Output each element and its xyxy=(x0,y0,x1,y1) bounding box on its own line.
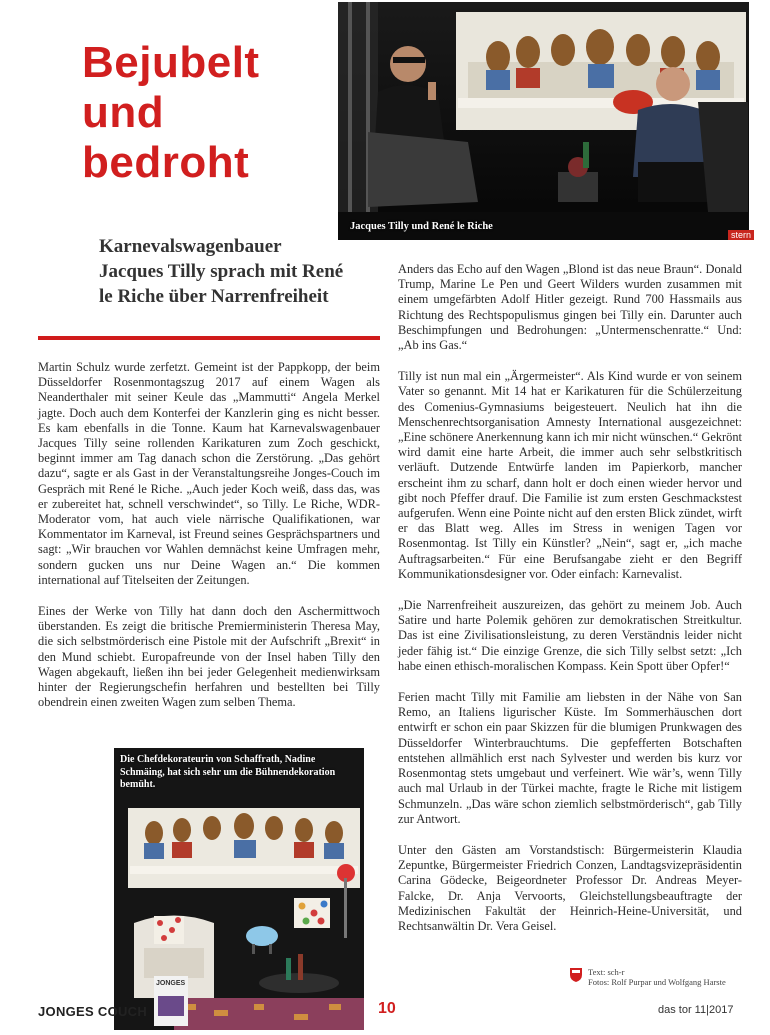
red-divider xyxy=(38,336,380,340)
article-subheadline: Karnevalswagenbauer Jacques Tilly sprach mit René le Riche über Narrenfreiheit xyxy=(99,236,344,307)
credit-photos: Fotos: Rolf Purpar und Wolfgang Harste xyxy=(588,977,726,987)
city-emblem-icon xyxy=(570,968,582,982)
article-credits xyxy=(588,967,748,987)
photo-caption-top: Jacques Tilly und René le Riche xyxy=(350,221,493,232)
right-text-column xyxy=(398,262,742,950)
paragraph: Martin Schulz wurde zerfetzt. Gemeint ist der Pappkopp, der beim Düsseldorfer Rosenmontagszug 2017 auf einem Wagen als Neanderthaler mit seiner Keule das „Mammutti“ Angela Merkel jagte. Doch auch dem Konterfei der Kanzlerin ging es nicht besser. Es kam ebenfalls in die Tonne. Kaum hat Karnevalswagenbauer Jacques Tilly seine rollenden Karikaturen zum Zoch geschickt, beginnt immer am Tag danach schon die Zerstörung. „Das gehört dazu“, sagte er als Gast in der Veranstaltungsreihe Jonges-Couch im Gespräch mit René le Riche. „Auch jeder Koch weiß, dass das, was er zubereitet hat, schnell verschwindet“, so Tilly. Le Riche, WDR-Moderator vom, hat auch viele närrische Qualifikationen, war Kommentator im Karneval, ist Freund seines Gesprächspartners und sagt: „Wir brauchen vor Wahlen demnächst keine Umfragen mehr, sondern gucken uns nur Deine Wagen an.“ Die kommen international auf Titelseiten der Zeitungen. xyxy=(38,360,380,587)
paragraph: Anders das Echo auf den Wagen „Blond ist das neue Braun“. Donald Trump, Marine Le Pen und Geert Wilders wurden zusammen mit einem umgefärbten Adolf Hitler gezeigt. Rund 700 Hassmails aus Richtung des Rechtspopulismus gingen bei Tilly ein. Darunter auch Beschimpfungen und Bedrohungen: „Untermenschenratte.“ Und: „Ab ins Gas.“ xyxy=(398,262,742,353)
photo-caption-bottom: Die Chefdekorateurin von Schaffrath, Nadine Schmäing, hat sich sehr um die Bühnendekoration bemüht. xyxy=(120,754,336,790)
paragraph: Eines der Werke von Tilly hat dann doch den Aschermittwoch überstanden. Es zeigt die britische Premierministerin Theresa May, die sich selbstmörderisch eine Pistole mit der Aufschrift „Brexit“ in den Mund schiebt. Europafreunde von der Insel haben Tilly den Wagen abgekauft, ließen ihn bei jeder Gelegenheit medienwirksam hinter der Regierungschefin herfahren und bestellten bei Tilly obendrein einen zweiten Wagen zum selben Thema. xyxy=(38,604,380,710)
page-number: 10 xyxy=(378,1000,396,1017)
footer-issue: das tor 11|2017 xyxy=(658,1004,734,1016)
left-text-column xyxy=(38,360,380,726)
credit-text: Text: sch-r xyxy=(588,967,625,977)
paragraph: Ferien macht Tilly mit Familie am liebsten in der Nähe von San Remo, an Italiens ligurischer Küste. Im Sommerhäuschen dort entwirft er schon ein paar Skizzen für die blumigen Prunkwagen des Düsseldorfer Winterbrauchtums. Die gepfefferten Botschaften entstehen allmählich erst nach Sylvester und werden bis kurz vor Rosenmontag stets umgebaut und verfeinert. Wie wär’s, wenn Tilly auch mal Urlaub in der Türkei machte, fragte le Riche mit listigem Schmunzeln. „Das wäre schon ziemlich selbstmörderisch“, gab Tilly zur Antwort. xyxy=(398,690,742,826)
paragraph: Unter den Gästen am Vorstandstisch: Bürgermeisterin Klaudia Zepuntke, Bürgermeister Friedrich Conzen, Landtagsvizepräsidentin Carina Gödecke, Beigeordneter Professor Dr. Andreas Meyer-Falcke, Dr. Anja Vervoorts, Gleichstellungsbeauftragte der Medizinischen Fakultät der Heinrich-Heine-Universität, und Rechtsanwältin Dr. Vera Geisel. xyxy=(398,842,742,933)
article-headline xyxy=(82,38,342,188)
headline-line: und xyxy=(82,88,165,137)
stern-sign: stern xyxy=(728,230,754,240)
photo-stage-decoration xyxy=(114,748,364,1030)
stage-photo-illustration xyxy=(338,2,749,240)
headline-line: Bejubelt xyxy=(82,38,260,87)
paragraph: „Die Narrenfreiheit auszureizen, das gehört zu meinem Job. Auch Satire und harte Polemik gehören zur demokratischen Streitkultur. Das ist eine Zivilisationsleistung, zu deren Verständnis leider nicht jeder fähig ist.“ Die einzige Grenze, die sich Tilly selbst setzt: „Ich habe einen ethisch-moralischen Kompass. Kein Spott über Opfer!“ xyxy=(398,598,742,673)
footer-section-title: JONGES COUCH xyxy=(38,1004,148,1019)
jonges-sign: JONGES xyxy=(156,980,186,987)
paragraph: Tilly ist nun mal ein „Ärgermeister“. Als Kind wurde er von seinem Vater so genannt. Mit 14 hat er Karikaturen für die Schülerzeitung des Comenius-Gymnasiums beigesteuert. Neulich hat ihn die Menschenrechtsorganisation Amnesty International ausgezeichnet: „Eine schönere Anerkennung kann ich mir nicht wünschen.“ Gekrönt wird damit eine harte Arbeit, die immer auch sehr selbstkritisch verläuft. Dutzende Entwürfe landen im Papierkorb, mancher erscheint ihm zu scharf, dann holt er doch einen wieder hervor und gibt noch Pfeffer drauf. Die Familie ist zum ersten Geschmackstest aufgerufen. Wenn eine Pointe nicht auf den ersten Blick zündet, wirft er das Blatt weg. Alles im Stress in wenigen Tagen vor Rosenmontag. Ist Tilly ein Künstler? „Nein“, sagt er, „ich mache Auftragsarbeiten.“ Für eine Berufsangabe zieht er den Begriff Kommunikationsdesigner vor. Oder einfach: Karnevalist. xyxy=(398,369,742,581)
headline-line: bedroht xyxy=(82,138,250,187)
photo-stage-interview xyxy=(338,2,752,240)
